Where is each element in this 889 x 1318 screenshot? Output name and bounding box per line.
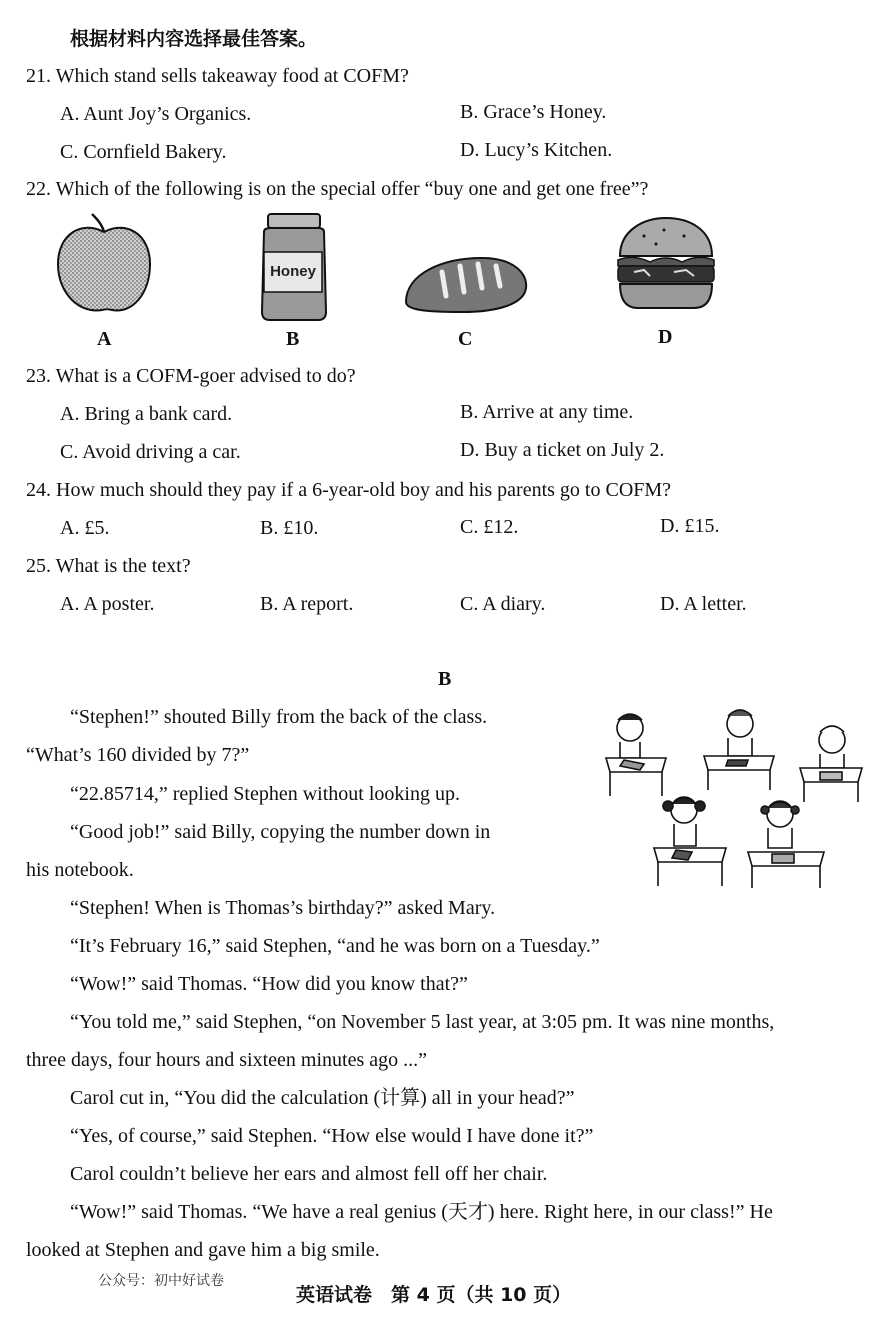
story-line-9: “You told me,” said Stephen, “on November 5 last year, at 3:05 pm. It was nine months,: [70, 1011, 775, 1033]
honey-jar-image[interactable]: [254, 212, 334, 322]
question-21-option-b[interactable]: B. Grace’s Honey.: [460, 101, 607, 123]
question-24-stem: 24. How much should they pay if a 6-year-old boy and his parents go to COFM?: [26, 479, 672, 501]
story-line-6: “Stephen! When is Thomas’s birthday?” asked Mary.: [70, 897, 496, 919]
question-24-option-d[interactable]: D. £15.: [660, 515, 720, 537]
image-label-b: B: [286, 328, 300, 350]
question-21-option-d[interactable]: D. Lucy’s Kitchen.: [460, 139, 613, 161]
question-24-option-b[interactable]: B. £10.: [260, 517, 319, 539]
question-23-option-b[interactable]: B. Arrive at any time.: [460, 401, 634, 423]
story-line-12: “Yes, of course,” said Stephen. “How else would I have done it?”: [70, 1125, 594, 1147]
story-line-5: his notebook.: [26, 859, 134, 881]
bread-image[interactable]: [402, 252, 532, 316]
question-24-option-c[interactable]: C. £12.: [460, 516, 519, 538]
story-line-4: “Good job!” said Billy, copying the number down in: [70, 821, 491, 843]
story-line-1: “Stephen!” shouted Billy from the back of the class.: [70, 706, 488, 728]
honey-jar-label: Honey: [270, 263, 316, 280]
story-line-3: “22.85714,” replied Stephen without looking up.: [70, 783, 460, 805]
story-line-11: Carol cut in, “You did the calculation (计算) all in your head?”: [70, 1087, 575, 1109]
story-line-8: “Wow!” said Thomas. “How did you know that?”: [70, 973, 468, 995]
question-21-option-a[interactable]: A. Aunt Joy’s Organics.: [60, 103, 252, 125]
question-23-option-a[interactable]: A. Bring a bank card.: [60, 403, 233, 425]
story-line-7: “It’s February 16,” said Stephen, “and he was born on a Tuesday.”: [70, 935, 600, 957]
story-line-2: “What’s 160 divided by 7?”: [26, 744, 250, 766]
story-line-10: three days, four hours and sixteen minutes ago ...”: [26, 1049, 428, 1071]
question-21-option-c[interactable]: C. Cornfield Bakery.: [60, 141, 227, 163]
footer-page-number: 英语试卷 第 4 页（共 10 页）: [296, 1284, 572, 1306]
question-25-option-b[interactable]: B. A report.: [260, 593, 354, 615]
instruction-text: 根据材料内容选择最佳答案。: [70, 28, 318, 50]
question-23-stem: 23. What is a COFM-goer advised to do?: [26, 365, 356, 387]
question-21-stem: 21. Which stand sells takeaway food at COFM?: [26, 65, 409, 87]
story-line-14: “Wow!” said Thomas. “We have a real genius (天才) here. Right here, in our class!” He: [70, 1201, 773, 1223]
question-22-stem: 22. Which of the following is on the special offer “buy one and get one free”?: [26, 178, 649, 200]
question-25-option-a[interactable]: A. A poster.: [60, 593, 155, 615]
burger-image[interactable]: [614, 216, 718, 312]
question-25-stem: 25. What is the text?: [26, 555, 191, 577]
question-25-option-d[interactable]: D. A letter.: [660, 593, 747, 615]
story-line-13: Carol couldn’t believe her ears and almost fell off her chair.: [70, 1163, 548, 1185]
image-label-a: A: [97, 328, 112, 350]
question-24-option-a[interactable]: A. £5.: [60, 517, 110, 539]
apple-image[interactable]: [52, 212, 156, 318]
question-25-option-c[interactable]: C. A diary.: [460, 593, 546, 615]
image-label-d: D: [658, 326, 673, 348]
story-line-15: looked at Stephen and gave him a big smile.: [26, 1239, 380, 1261]
footer-wechat-note: 公众号：初中好试卷: [98, 1273, 224, 1289]
question-23-option-d[interactable]: D. Buy a ticket on July 2.: [460, 439, 665, 461]
section-b-heading: B: [438, 668, 452, 690]
question-23-option-c[interactable]: C. Avoid driving a car.: [60, 441, 241, 463]
classroom-illustration: [600, 706, 870, 892]
image-label-c: C: [458, 328, 473, 350]
